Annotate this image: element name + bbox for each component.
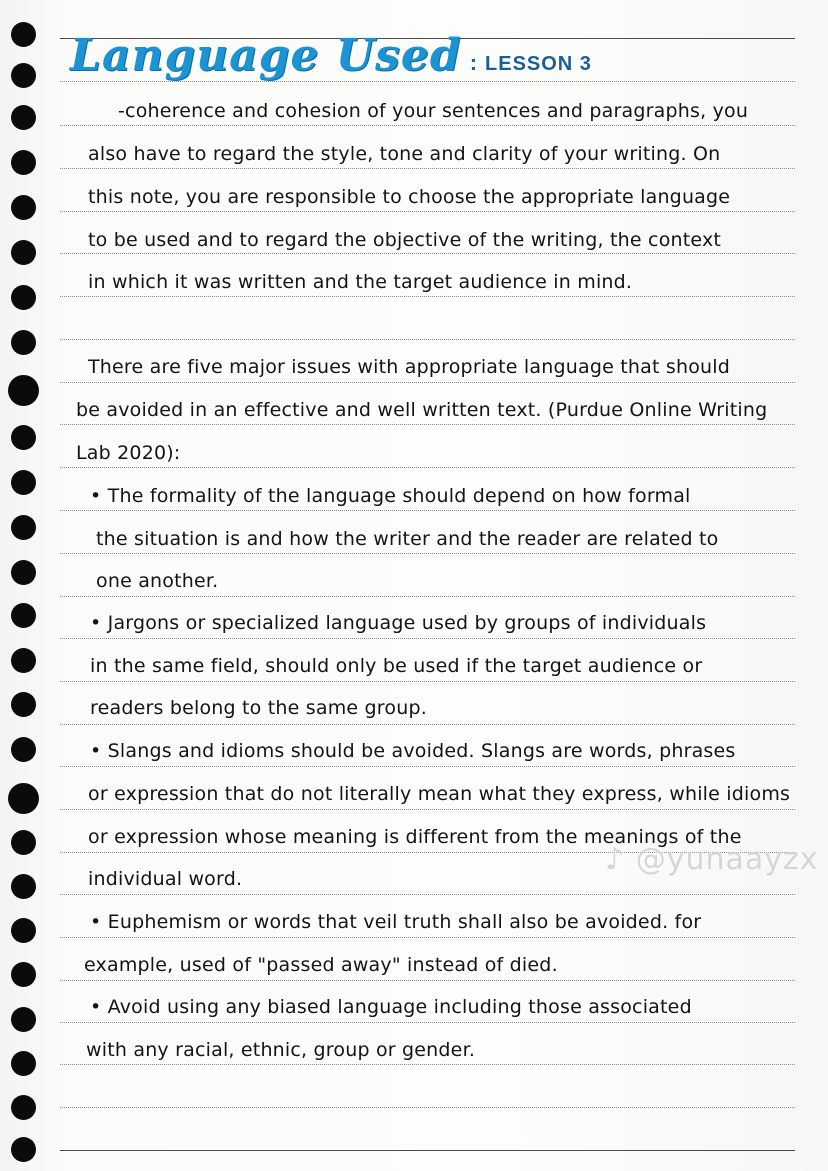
binding-hole bbox=[11, 515, 36, 540]
title-separator: : bbox=[469, 50, 478, 75]
binding-hole bbox=[11, 962, 36, 987]
watermark-handle: @yunaayzx bbox=[635, 842, 819, 877]
binding-hole bbox=[8, 375, 39, 406]
text-line: • Slangs and idioms should be avoided. Slangs are words, phrases bbox=[90, 740, 736, 762]
ruled-line bbox=[60, 681, 795, 682]
ruled-line bbox=[60, 596, 795, 597]
binding-hole bbox=[11, 1137, 36, 1162]
text-line: • Avoid using any biased language including those associated bbox=[90, 996, 692, 1018]
ruled-line bbox=[60, 894, 795, 895]
binding-hole bbox=[11, 63, 36, 88]
text-line: in the same field, should only be used if the target audience or bbox=[90, 655, 703, 677]
ruled-line bbox=[60, 809, 795, 810]
binding-hole bbox=[11, 470, 36, 495]
text-line: individual word. bbox=[88, 868, 243, 890]
ruled-line bbox=[60, 724, 795, 725]
binding-hole bbox=[11, 150, 36, 175]
binding-hole bbox=[11, 560, 36, 585]
binding-hole bbox=[11, 1095, 36, 1120]
ruled-line bbox=[60, 125, 795, 126]
binding-hole bbox=[11, 330, 36, 355]
text-line: be avoided in an effective and well written text. (Purdue Online Writing bbox=[76, 399, 768, 421]
text-line: to be used and to regard the objective of the writing, the context bbox=[88, 229, 722, 251]
text-line: readers belong to the same group. bbox=[90, 697, 427, 719]
binding-hole bbox=[11, 425, 36, 450]
binding-hole bbox=[11, 648, 36, 673]
ruled-line bbox=[60, 253, 795, 254]
ruled-line bbox=[60, 1022, 795, 1023]
text-line: with any racial, ethnic, group or gender. bbox=[86, 1039, 476, 1061]
bottom-margin-rule bbox=[60, 1150, 795, 1151]
ruled-line bbox=[60, 424, 795, 425]
binding-holes bbox=[11, 0, 41, 1171]
watermark bbox=[605, 842, 819, 877]
text-line: Lab 2020): bbox=[76, 442, 181, 464]
text-line: also have to regard the style, tone and clarity of your writing. On bbox=[88, 143, 721, 165]
ruled-line bbox=[60, 339, 795, 340]
binding-hole bbox=[8, 783, 39, 814]
text-line: • The formality of the language should depend on how formal bbox=[90, 485, 691, 507]
binding-hole bbox=[11, 1007, 36, 1032]
binding-hole bbox=[11, 874, 36, 899]
binding-hole bbox=[11, 603, 36, 628]
text-line: one another. bbox=[96, 570, 219, 592]
binding-hole bbox=[11, 692, 36, 717]
text-line: -coherence and cohesion of your sentences and paragraphs, you bbox=[118, 100, 749, 122]
text-line: in which it was written and the target audience in mind. bbox=[88, 271, 633, 293]
text-line: • Euphemism or words that veil truth shall also be avoided. for bbox=[90, 911, 702, 933]
binding-hole bbox=[11, 285, 36, 310]
text-line: or expression whose meaning is different from the meanings of the bbox=[88, 826, 742, 848]
title-main: Language Used bbox=[70, 30, 462, 81]
text-line: There are five major issues with appropriate language that should bbox=[88, 356, 730, 378]
text-line: example, used of "passed away" instead of died. bbox=[84, 954, 558, 976]
binding-hole bbox=[11, 22, 36, 47]
binding-hole bbox=[11, 240, 36, 265]
tiktok-icon: ♪ bbox=[605, 842, 626, 877]
text-line: • Jargons or specialized language used by groups of individuals bbox=[90, 612, 707, 634]
ruled-line bbox=[60, 980, 795, 981]
ruled-line bbox=[60, 638, 795, 639]
binding-hole bbox=[11, 918, 36, 943]
ruled-line bbox=[60, 553, 795, 554]
ruled-line bbox=[60, 211, 795, 212]
ruled-line bbox=[60, 296, 795, 297]
binding-hole bbox=[11, 737, 36, 762]
text-line: or expression that do not literally mean what they express, while idioms bbox=[88, 783, 791, 805]
lesson-label: LESSON 3 bbox=[485, 53, 592, 75]
ruled-line bbox=[60, 1107, 795, 1108]
page-title bbox=[70, 30, 592, 90]
text-line: the situation is and how the writer and the reader are related to bbox=[96, 528, 719, 550]
binding-hole bbox=[11, 195, 36, 220]
ruled-line bbox=[60, 1064, 795, 1065]
binding-hole bbox=[11, 1051, 36, 1076]
ruled-line bbox=[60, 168, 795, 169]
binding-hole bbox=[11, 105, 36, 130]
ruled-line bbox=[60, 382, 795, 383]
ruled-line bbox=[60, 467, 795, 468]
ruled-line bbox=[60, 510, 795, 511]
ruled-line bbox=[60, 937, 795, 938]
ruled-line bbox=[60, 766, 795, 767]
binding-hole bbox=[11, 830, 36, 855]
text-line: this note, you are responsible to choose the appropriate language bbox=[88, 186, 731, 208]
